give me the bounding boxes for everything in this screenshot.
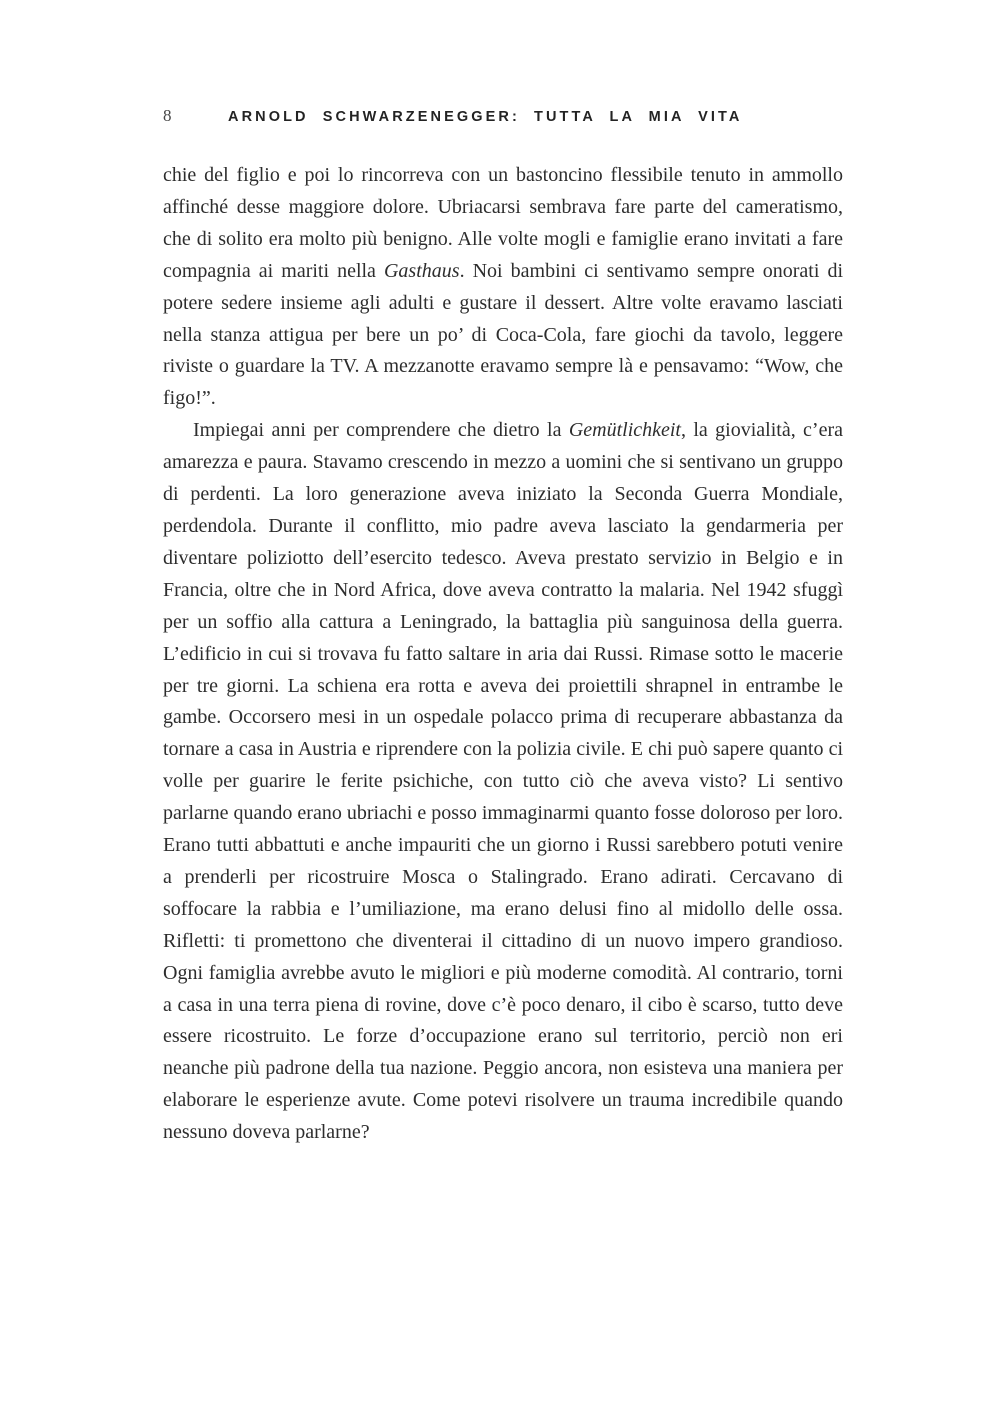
text-run: Impiegai anni per comprendere che dietro la: [193, 419, 569, 442]
text-run: , la giovialità, c’era amarezza e paura. Stavamo crescendo in mezzo a uomini che si sentivano un gruppo di perdenti. La loro generazione aveva iniziato la Seconda Guerra Mondiale, perdendola. Durante il conflitto, mio padre aveva lasciato la gendarmeria per diventare poliziotto dell’esercito tedesco. Aveva prestato servizio in Belgio e in Francia, oltre che in Nord Africa, dove aveva contratto la malaria. Nel 1942 sfuggì per un soffio alla cattura a Leningrado, la battaglia più sanguinosa della guerra. L’edificio in cui si trovava fu fatto saltare in aria dai Russi. Rimase sotto le macerie per tre giorni. La schiena era rotta e aveva dei proiettili shrapnel in entrambe le gambe. Occorsero mesi in un ospedale polacco prima di recuperare abbastanza da tornare a casa in Austria e riprendere con la polizia civile. E chi può sapere quanto ci volle per guarire le ferite psichiche, con tutto ciò che aveva visto? Li sentivo parlarne quando erano ubriachi e posso immaginarmi quanto fosse doloroso per loro. Erano tutti abbattuti e anche impauriti che un giorno i Russi sarebbero potuti venire a prenderli per ricostruire Mosca o Stalingrado. Erano adirati. Cercavano di soffocare la rabbia e l’umiliazione, ma erano delusi fino al midollo delle ossa. Rifletti: ti promettono che diventerai il cittadino di un nuovo impero grandioso. Ogni famiglia avrebbe avuto le migliori e più moderne comodità. Al contrario, torni a casa in una terra piena di rovine, dove c’è poco denaro, il cibo è scarso, tutto deve essere ricostruito. Le forze d’occupazione erano sul territorio, perciò non eri neanche più padrone della tua nazione. Peggio ancora, non esisteva una maniera per elaborare le esperienze avute. Come potevi risolvere un trauma incredibile quando nessuno doveva parlarne?: [163, 419, 844, 1144]
page-body: [163, 160, 843, 1149]
paragraph-new: [163, 415, 843, 1149]
italic-term-gemutlichkeit: Gemütlichkeit: [568, 419, 681, 442]
running-title: ARNOLD SCHWARZENEGGER: TUTTA LA MIA VITA: [228, 109, 743, 125]
italic-term-gasthaus: Gasthaus: [383, 259, 460, 282]
text-run: chie del figlio e poi lo rincorreva con un bastoncino flessibile tenuto in ammollo affinché desse maggiore dolore. Ubriacarsi sembrava fare parte del cameratismo, che di solito era molto più benigno. Alle volte mogli e famiglie erano invitati a fare compagnia ai mariti nella: [163, 164, 843, 282]
text-run: . Noi bambini ci sentivamo sempre onorati di potere sedere insieme agli adulti e gustare il dessert. Altre volte eravamo lasciati nella stanza attigua per bere un po’ di Coca-Cola, fare giochi da tavolo, leggere riviste o guardare la TV. A mezzanotte eravamo sempre là e pensavamo: “Wow, che figo!”.: [163, 259, 843, 410]
page-number: 8: [163, 106, 172, 125]
paragraph-continuation: [163, 160, 843, 415]
running-header: [163, 106, 843, 126]
